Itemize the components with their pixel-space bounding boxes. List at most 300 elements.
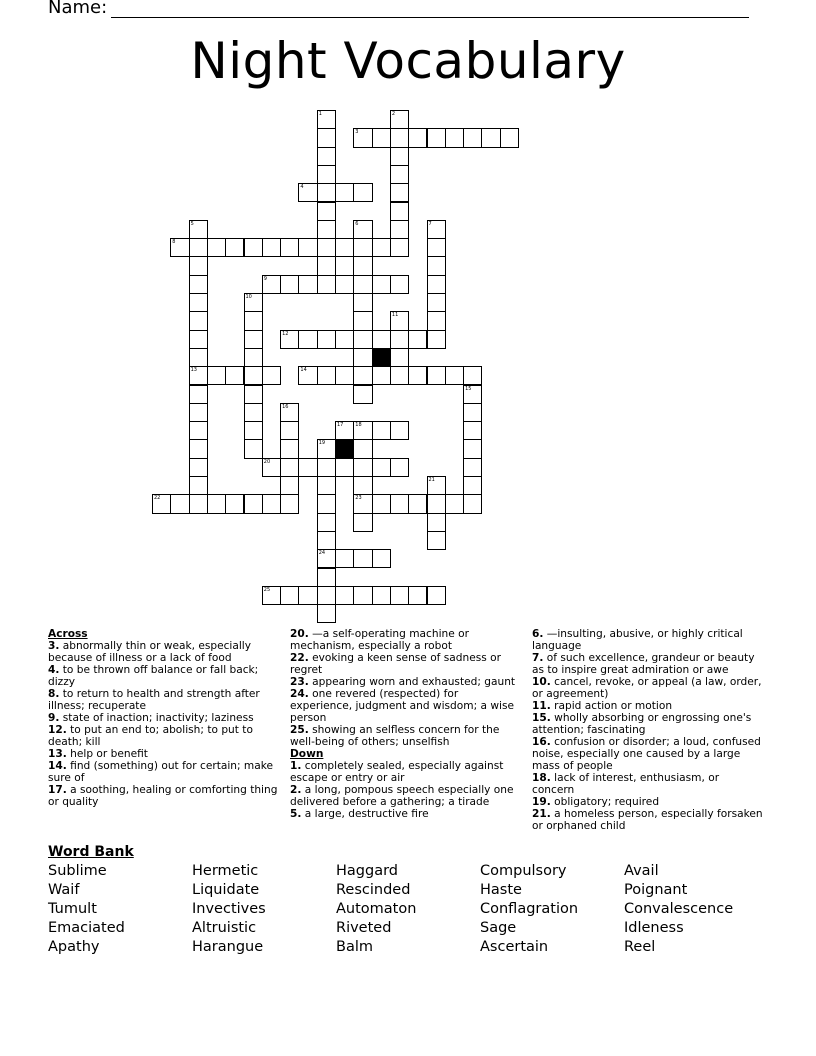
down-clue [532, 796, 764, 808]
crossword-cell[interactable] [225, 366, 244, 385]
crossword-cell[interactable] [335, 366, 354, 385]
crossword-cell[interactable] [262, 238, 281, 257]
crossword-cell[interactable] [390, 220, 409, 239]
clue-text: obligatory; required [550, 796, 660, 808]
word-bank-word: Compulsory [480, 863, 567, 879]
crossword-cell[interactable] [317, 513, 336, 532]
clue-number: 19 [318, 440, 326, 447]
clue-num: 9. [48, 712, 60, 724]
crossword-cell[interactable] [463, 476, 482, 495]
clue-number: 3 [355, 129, 359, 136]
crossword-cell[interactable] [317, 494, 336, 513]
crossword-cell[interactable] [353, 128, 372, 147]
clue-text: wholly absorbing or engrossing one's attention; fascinating [532, 712, 752, 736]
crossword-cell[interactable] [244, 421, 263, 440]
crossword-cell[interactable] [189, 494, 208, 513]
crossword-cell[interactable] [317, 366, 336, 385]
clue-num: 14. [48, 760, 67, 772]
clue-number: 22 [154, 495, 161, 502]
across-clue [290, 628, 522, 652]
crossword-cell[interactable] [408, 330, 427, 349]
clue-num: 10. [532, 676, 551, 688]
clue-text: a long, pompous speech especially one delivered before a gathering; a tirade [290, 784, 514, 808]
crossword-cell[interactable] [244, 439, 263, 458]
crossword-cell[interactable] [262, 275, 281, 294]
crossword-cell[interactable] [372, 238, 391, 257]
crossword-cell[interactable] [427, 330, 446, 349]
clue-num: 22. [290, 652, 309, 664]
crossword-cell[interactable] [390, 202, 409, 221]
crossword-cell[interactable] [427, 476, 446, 495]
crossword-cell[interactable] [189, 330, 208, 349]
crossword-cell[interactable] [427, 586, 446, 605]
crossword-cell[interactable] [317, 531, 336, 550]
word-bank-column [192, 862, 266, 957]
clue-text: to return to health and strength after illness; recuperate [48, 688, 260, 712]
crossword-cell[interactable] [353, 421, 372, 440]
down-clue [532, 676, 764, 700]
crossword-cell[interactable] [353, 183, 372, 202]
crossword-cell[interactable] [262, 366, 281, 385]
word-bank-word: Conflagration [480, 901, 579, 917]
crossword-cell[interactable] [335, 330, 354, 349]
down-clue [532, 808, 764, 832]
name-label: Name: [48, 0, 108, 18]
crossword-cell[interactable] [244, 330, 263, 349]
clue-number: 17 [337, 422, 344, 429]
across-clue [290, 676, 522, 688]
crossword-cell[interactable] [317, 202, 336, 221]
word-bank-word: Hermetic [192, 863, 259, 879]
word-bank-word: Haggard [336, 863, 398, 879]
crossword-cell[interactable] [335, 238, 354, 257]
crossword-cell[interactable] [298, 238, 317, 257]
clue-num: 2. [290, 784, 302, 796]
crossword-cell[interactable] [317, 128, 336, 147]
crossword-cell[interactable] [390, 458, 409, 477]
crossword-cell[interactable] [317, 476, 336, 495]
crossword-cell[interactable] [427, 275, 446, 294]
crossword-cell[interactable] [372, 366, 391, 385]
clue-text: to be thrown off balance or fall back; dizzy [48, 664, 259, 688]
word-bank-word: Sublime [48, 863, 107, 879]
down-clue [532, 652, 764, 676]
crossword-cell[interactable] [317, 604, 336, 623]
crossword-cell[interactable] [244, 403, 263, 422]
crossword-cell[interactable] [189, 293, 208, 312]
crossword-cell[interactable] [390, 110, 409, 129]
clue-text: help or benefit [66, 748, 148, 760]
crossword-cell[interactable] [445, 494, 464, 513]
clue-num: 16. [532, 736, 551, 748]
crossword-cell[interactable] [280, 275, 299, 294]
crossword-cell[interactable] [207, 494, 226, 513]
crossword-cell[interactable] [317, 256, 336, 275]
clue-text: to put an end to; abolish; to put to death; kill [48, 724, 253, 748]
clue-number: 18 [355, 422, 362, 429]
across-clue [48, 760, 280, 784]
word-bank-word: Harangue [192, 939, 264, 955]
crossword-cell[interactable] [353, 439, 372, 458]
crossword-cell[interactable] [390, 165, 409, 184]
crossword-cell[interactable] [317, 220, 336, 239]
clue-num: 17. [48, 784, 67, 796]
word-bank-word: Invectives [192, 901, 266, 917]
word-bank-word: Waif [48, 882, 80, 898]
clue-num: 12. [48, 724, 67, 736]
word-bank-column [480, 862, 578, 957]
crossword-cell[interactable] [390, 421, 409, 440]
clue-number: 6 [355, 220, 359, 227]
across-clue [290, 688, 522, 724]
crossword-cell[interactable] [390, 128, 409, 147]
word-bank-word: Haste [480, 882, 522, 898]
crossword-cell[interactable] [353, 256, 372, 275]
across-clue [48, 748, 280, 760]
across-clue [48, 640, 280, 664]
clue-text: —a self-operating machine or mechanism, especially a robot [290, 628, 469, 652]
down-heading: Down [290, 748, 324, 760]
crossword-cell[interactable] [390, 586, 409, 605]
crossword-cell[interactable] [317, 568, 336, 587]
crossword-cell[interactable] [353, 348, 372, 367]
crossword-cell[interactable] [317, 110, 336, 129]
crossword-cell[interactable] [353, 513, 372, 532]
crossword-cell[interactable] [353, 494, 372, 513]
word-bank-word: Riveted [336, 920, 392, 936]
clue-num: 5. [290, 808, 302, 820]
crossword-cell[interactable] [390, 311, 409, 330]
crossword-cell[interactable] [390, 275, 409, 294]
word-bank-word: Sage [480, 920, 517, 936]
clue-text: appearing worn and exhausted; gaunt [308, 676, 516, 688]
crossword-cell[interactable] [298, 275, 317, 294]
clue-number: 12 [282, 330, 289, 337]
crossword-cell[interactable] [500, 128, 519, 147]
crossword-cell[interactable] [317, 439, 336, 458]
word-bank-word: Reel [624, 939, 656, 955]
crossword-cell[interactable] [372, 275, 391, 294]
crossword-cell[interactable] [463, 366, 482, 385]
crossword-cell[interactable] [335, 549, 354, 568]
crossword-cell[interactable] [372, 494, 391, 513]
clue-number: 11 [391, 312, 399, 319]
crossword-cell[interactable] [189, 421, 208, 440]
word-bank-word: Poignant [624, 882, 688, 898]
crossword-cell[interactable] [427, 513, 446, 532]
crossword-cell[interactable] [463, 128, 482, 147]
crossword-cell[interactable] [298, 366, 317, 385]
crossword-cell[interactable] [427, 256, 446, 275]
crossword-cell[interactable] [353, 330, 372, 349]
crossword-cell[interactable] [244, 348, 263, 367]
clues-column-2 [290, 628, 522, 820]
crossword-cell[interactable] [353, 586, 372, 605]
down-clue [532, 772, 764, 796]
name-line[interactable] [111, 1, 749, 18]
down-clue [290, 760, 522, 784]
word-bank-title: Word Bank [48, 844, 134, 860]
clue-num: 24. [290, 688, 309, 700]
crossword-cell[interactable] [280, 494, 299, 513]
word-bank-word: Ascertain [480, 939, 549, 955]
clue-text: a large, destructive fire [301, 808, 429, 820]
crossword-cell[interactable] [298, 458, 317, 477]
crossword-cell[interactable] [353, 458, 372, 477]
crossword-cell[interactable] [298, 586, 317, 605]
crossword-cell[interactable] [372, 128, 391, 147]
clue-num: 20. [290, 628, 309, 640]
word-bank-column [48, 862, 125, 957]
crossword-cell[interactable] [335, 421, 354, 440]
crossword-cell[interactable] [317, 330, 336, 349]
crossword-cell[interactable] [481, 128, 500, 147]
clue-num: 11. [532, 700, 551, 712]
clue-text: of such excellence, grandeur or beauty as to inspire great admiration or awe [532, 652, 755, 676]
crossword-cell[interactable] [408, 494, 427, 513]
clue-text: —insulting, abusive, or highly critical language [532, 628, 743, 652]
crossword-cell[interactable] [189, 311, 208, 330]
crossword-cell[interactable] [280, 586, 299, 605]
crossword-cell[interactable] [280, 330, 299, 349]
clue-text: state of inaction; inactivity; laziness [59, 712, 254, 724]
crossword-cell[interactable] [463, 385, 482, 404]
clue-number: 23 [355, 495, 362, 502]
across-heading: Across [48, 628, 88, 640]
name-field [48, 0, 749, 18]
word-bank-word: Avail [624, 863, 659, 879]
clue-number: 1 [318, 111, 322, 117]
clue-number: 8 [172, 239, 176, 246]
clue-number: 25 [263, 586, 271, 593]
clue-num: 8. [48, 688, 60, 700]
crossword-cell[interactable] [244, 238, 263, 257]
crossword-cell[interactable] [408, 128, 427, 147]
word-bank-word: Convalescence [624, 901, 734, 917]
crossword-cell[interactable] [463, 403, 482, 422]
clue-num: 6. [532, 628, 544, 640]
clues-column-3 [532, 628, 764, 832]
crossword-cell[interactable] [189, 439, 208, 458]
crossword-block [372, 348, 391, 367]
clue-num: 7. [532, 652, 544, 664]
crossword-cell[interactable] [280, 476, 299, 495]
clues-column-1 [48, 628, 280, 808]
down-clue [532, 712, 764, 736]
clue-text: confusion or disorder; a loud, confused noise, especially one caused by a large mass of people [532, 736, 761, 772]
clue-text: cancel, revoke, or appeal (a law, order, or agreement) [532, 676, 762, 700]
crossword-cell[interactable] [262, 494, 281, 513]
crossword-cell[interactable] [353, 311, 372, 330]
crossword-cell[interactable] [335, 586, 354, 605]
clue-num: 21. [532, 808, 551, 820]
clue-number: 7 [428, 220, 432, 227]
crossword-cell[interactable] [317, 147, 336, 166]
page-title: Night Vocabulary [190, 32, 626, 90]
crossword-cell[interactable] [280, 439, 299, 458]
down-clue [532, 700, 764, 712]
crossword-cell[interactable] [353, 220, 372, 239]
word-bank-word: Balm [336, 939, 373, 955]
crossword-cell[interactable] [280, 421, 299, 440]
across-clue [48, 688, 280, 712]
crossword-cell[interactable] [225, 494, 244, 513]
crossword-cell[interactable] [317, 165, 336, 184]
crossword-cell[interactable] [335, 275, 354, 294]
crossword-cell[interactable] [353, 293, 372, 312]
crossword-cell[interactable] [445, 128, 464, 147]
crossword-cell[interactable] [189, 458, 208, 477]
crossword-cell[interactable] [280, 403, 299, 422]
crossword-cell[interactable] [427, 293, 446, 312]
crossword-cell[interactable] [170, 238, 189, 257]
crossword-cell[interactable] [427, 494, 446, 513]
clue-text: find (something) out for certain; make sure of [48, 760, 274, 784]
crossword-cell[interactable] [189, 256, 208, 275]
crossword-cell[interactable] [353, 385, 372, 404]
word-bank-word: Idleness [624, 920, 684, 936]
crossword-cell[interactable] [317, 275, 336, 294]
clue-num: 18. [532, 772, 551, 784]
clue-text: a soothing, healing or comforting thing or quality [48, 784, 278, 808]
crossword-cell[interactable] [372, 421, 391, 440]
crossword-cell[interactable] [390, 147, 409, 166]
crossword-cell[interactable] [390, 183, 409, 202]
crossword-cell[interactable] [427, 366, 446, 385]
across-clue [48, 664, 280, 688]
word-bank-column [336, 862, 416, 957]
crossword-cell[interactable] [244, 293, 263, 312]
crossword-cell[interactable] [262, 586, 281, 605]
crossword-cell[interactable] [408, 366, 427, 385]
clue-text: rapid action or motion [550, 700, 673, 712]
crossword-cell[interactable] [408, 586, 427, 605]
crossword-cell[interactable] [372, 586, 391, 605]
word-bank-word: Automaton [336, 901, 417, 917]
word-bank-column [624, 862, 733, 957]
crossword-block [335, 439, 354, 458]
crossword-cell[interactable] [244, 366, 263, 385]
crossword-cell[interactable] [189, 275, 208, 294]
crossword-cell[interactable] [317, 549, 336, 568]
crossword-cell[interactable] [244, 311, 263, 330]
across-clue [48, 712, 280, 724]
crossword-cell[interactable] [390, 494, 409, 513]
clue-text: lack of interest, enthusiasm, or concern [532, 772, 720, 796]
clue-num: 1. [290, 760, 302, 772]
clue-num: 15. [532, 712, 551, 724]
crossword-cell[interactable] [390, 366, 409, 385]
word-bank-word: Liquidate [192, 882, 260, 898]
clue-number: 10 [245, 294, 252, 300]
crossword-cell[interactable] [189, 238, 208, 257]
crossword-cell[interactable] [390, 330, 409, 349]
crossword-cell[interactable] [317, 586, 336, 605]
crossword-cell[interactable] [353, 366, 372, 385]
clue-text: showing an selfless concern for the well-being of others; unselfish [290, 724, 500, 748]
crossword-cell[interactable] [335, 458, 354, 477]
crossword-cell[interactable] [427, 531, 446, 550]
crossword-cell[interactable] [463, 458, 482, 477]
clue-number: 9 [263, 275, 267, 282]
clue-num: 4. [48, 664, 60, 676]
clue-number: 15 [465, 385, 472, 392]
crossword-cell[interactable] [335, 183, 354, 202]
crossword-cell[interactable] [353, 275, 372, 294]
crossword-cell[interactable] [244, 494, 263, 513]
crossword-cell[interactable] [353, 476, 372, 495]
crossword-cell[interactable] [207, 366, 226, 385]
crossword-cell[interactable] [353, 238, 372, 257]
crossword-cell[interactable] [427, 238, 446, 257]
crossword-cell[interactable] [225, 238, 244, 257]
crossword-cell[interactable] [244, 385, 263, 404]
crossword-cell[interactable] [189, 348, 208, 367]
crossword-cell[interactable] [317, 183, 336, 202]
crossword-cell[interactable] [463, 439, 482, 458]
clue-num: 3. [48, 640, 60, 652]
crossword-cell[interactable] [298, 183, 317, 202]
clue-number: 24 [318, 550, 326, 557]
crossword-cell[interactable] [317, 458, 336, 477]
down-clue [290, 784, 522, 808]
down-clue [532, 736, 764, 772]
clue-number: 14 [300, 367, 307, 374]
crossword-cell[interactable] [463, 421, 482, 440]
crossword-cell[interactable] [390, 238, 409, 257]
crossword-cell[interactable] [280, 238, 299, 257]
clue-text: abnormally thin or weak, especially because of illness or a lack of food [48, 640, 252, 664]
clue-text: evoking a keen sense of sadness or regret [290, 652, 501, 676]
word-bank-word: Apathy [48, 939, 100, 955]
crossword-cell[interactable] [298, 330, 317, 349]
crossword-cell[interactable] [372, 458, 391, 477]
crossword-cell[interactable] [372, 330, 391, 349]
across-clue [290, 652, 522, 676]
crossword-cell[interactable] [372, 549, 391, 568]
crossword-cell[interactable] [427, 311, 446, 330]
crossword-cell[interactable] [207, 238, 226, 257]
word-bank-word: Emaciated [48, 920, 125, 936]
crossword-cell[interactable] [189, 366, 208, 385]
across-clue [48, 724, 280, 748]
clue-text: completely sealed, especially against escape or entry or air [290, 760, 504, 784]
across-clue [290, 724, 522, 748]
crossword-cell[interactable] [445, 366, 464, 385]
clue-text: a homeless person, especially forsaken or orphaned child [532, 808, 763, 832]
clue-number: 4 [300, 184, 304, 191]
crossword-cell[interactable] [189, 385, 208, 404]
crossword-cell[interactable] [463, 494, 482, 513]
crossword-cell[interactable] [317, 238, 336, 257]
clue-number: 5 [190, 220, 194, 227]
crossword-cell[interactable] [152, 494, 171, 513]
clue-num: 25. [290, 724, 309, 736]
crossword-cell[interactable] [427, 220, 446, 239]
word-bank-word: Tumult [48, 901, 97, 917]
crossword-cell[interactable] [427, 128, 446, 147]
clue-number: 21 [428, 477, 435, 483]
crossword-cell[interactable] [353, 549, 372, 568]
crossword-cell[interactable] [280, 458, 299, 477]
crossword-cell[interactable] [170, 494, 189, 513]
across-clue [48, 784, 280, 808]
crossword-cell[interactable] [189, 403, 208, 422]
crossword-cell[interactable] [390, 348, 409, 367]
crossword-cell[interactable] [262, 458, 281, 477]
crossword-cell[interactable] [189, 476, 208, 495]
crossword-cell[interactable] [189, 220, 208, 239]
